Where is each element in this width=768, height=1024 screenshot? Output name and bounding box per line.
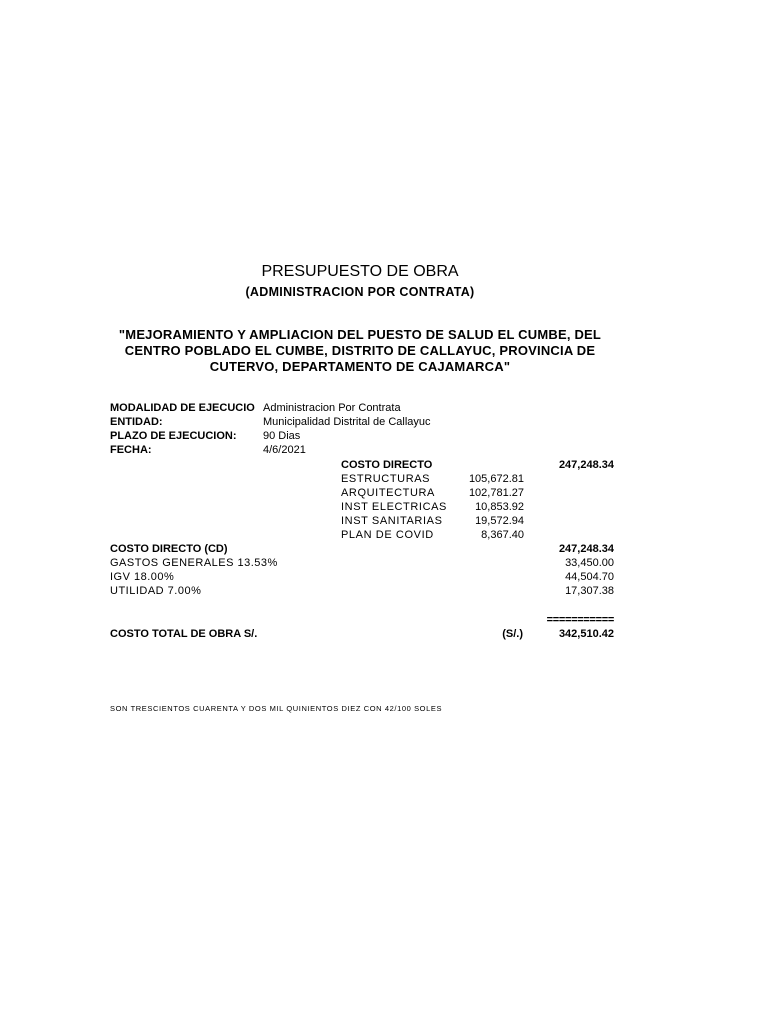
item-name: ESTRUCTURAS bbox=[341, 473, 431, 485]
item-amount: 19,572.94 bbox=[475, 515, 524, 527]
gg-value: 33,450.00 bbox=[565, 557, 614, 569]
item-amount: 105,672.81 bbox=[468, 473, 524, 485]
page-title: PRESUPUESTO DE OBRA bbox=[261, 263, 459, 280]
costo-directo-label: COSTO DIRECTO bbox=[341, 459, 433, 471]
entidad-value: Municipalidad Distrital de Callayuc bbox=[263, 416, 431, 428]
item-name: PLAN DE COVID bbox=[341, 529, 434, 541]
util-value: 17,307.38 bbox=[565, 585, 614, 597]
page-subtitle: (ADMINISTRACION POR CONTRATA) bbox=[245, 285, 475, 299]
item-name: INST SANITARIAS bbox=[341, 515, 443, 527]
costo-directo-total: 247,248.34 bbox=[558, 459, 614, 471]
fecha-label: FECHA: bbox=[110, 444, 152, 456]
entidad-label: ENTIDAD: bbox=[110, 416, 163, 428]
modalidad-value: Administracion Por Contrata bbox=[263, 402, 401, 414]
util-label: UTILIDAD 7.00% bbox=[110, 585, 202, 597]
fecha-value: 4/6/2021 bbox=[263, 444, 306, 456]
plazo-value: 90 Dias bbox=[263, 430, 301, 442]
igv-value: 44,504.70 bbox=[565, 571, 614, 583]
cd-value: 247,248.34 bbox=[558, 543, 614, 555]
gg-label: GASTOS GENERALES 13.53% bbox=[110, 557, 278, 569]
currency-label: (S/.) bbox=[502, 628, 523, 640]
item-name: ARQUITECTURA bbox=[341, 487, 435, 499]
igv-label: IGV 18.00% bbox=[110, 571, 175, 583]
amount-in-words: SON TRESCIENTOS CUARENTA Y DOS MIL QUINIENTOS DIEZ CON 42/100 SOLES bbox=[110, 704, 443, 713]
item-amount: 8,367.40 bbox=[481, 529, 524, 541]
cd-label: COSTO DIRECTO (CD) bbox=[110, 543, 228, 555]
item-name: INST ELECTRICAS bbox=[341, 501, 447, 513]
total-separator: =========== bbox=[546, 614, 614, 626]
modalidad-label: MODALIDAD DE EJECUCIO bbox=[110, 402, 255, 414]
total-label: COSTO TOTAL DE OBRA S/. bbox=[110, 628, 258, 640]
project-name: "MEJORAMIENTO Y AMPLIACION DEL PUESTO DE SALUD EL CUMBE, DEL CENTRO POBLADO EL CUMBE, DISTRITO DE CALLAYUC, PROVINCIA DE CUTERVO, DEPARTAMENTO DE CAJAMARCA" bbox=[118, 327, 602, 374]
total-value: 342,510.42 bbox=[558, 628, 614, 640]
plazo-label: PLAZO DE EJECUCION: bbox=[110, 430, 237, 442]
item-amount: 10,853.92 bbox=[475, 501, 524, 513]
item-amount: 102,781.27 bbox=[468, 487, 524, 499]
